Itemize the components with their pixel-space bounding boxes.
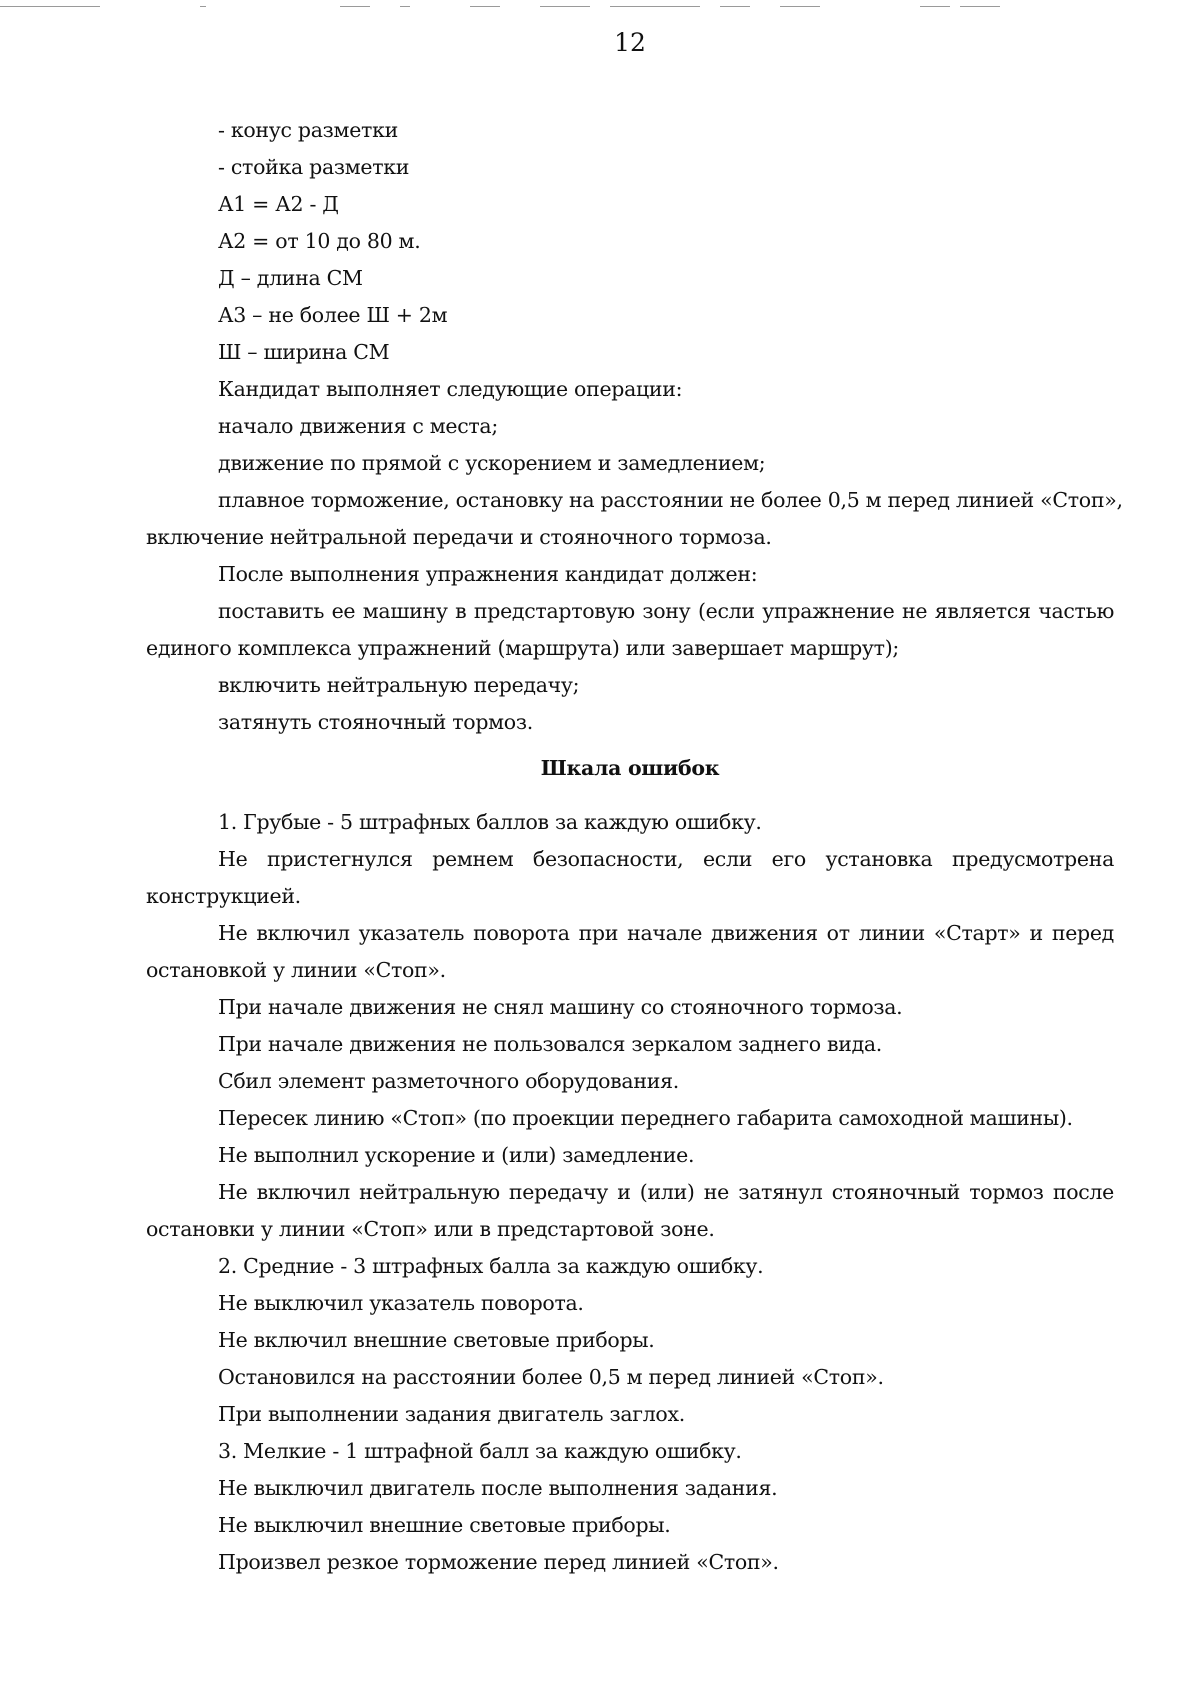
marking-cone-line: - конус разметки [218, 118, 398, 142]
minor-errors-title: 3. Мелкие - 1 штрафной балл за каждую ошибку. [218, 1439, 742, 1463]
medium-errors-title: 2. Средние - 3 штрафных балла за каждую ошибку. [218, 1254, 764, 1278]
gross-error-neutral-cont: остановки у линии «Стоп» или в предстартовой зоне. [146, 1217, 715, 1241]
park-instruction-cont: единого комплекса упражнений (маршрута) или завершает маршрут); [146, 636, 900, 660]
minor-error-item: Не выключил внешние световые приборы. [218, 1513, 671, 1537]
definition-length: Д – длина СМ [218, 266, 363, 290]
gross-error-signal-cont: остановкой у линии «Стоп». [146, 958, 446, 982]
operation-straight: движение по прямой с ускорением и замедлением; [218, 451, 766, 475]
formula-a3: А3 – не более Ш + 2м [218, 303, 448, 327]
gross-error-item: Пересек линию «Стоп» (по проекции переднего габарита самоходной машины). [218, 1106, 1073, 1130]
gross-error-item: При начале движения не снял машину со стояночного тормоза. [218, 995, 903, 1019]
gross-error-belt: Не пристегнулся ремнем безопасности, если его установка предусмотрена [218, 847, 1114, 871]
gross-error-item: Сбил элемент разметочного оборудования. [218, 1069, 679, 1093]
gross-error-item: Не выполнил ускорение и (или) замедление. [218, 1143, 695, 1167]
minor-error-item: Не выключил двигатель после выполнения задания. [218, 1476, 778, 1500]
minor-error-item: Произвел резкое торможение перед линией «Стоп». [218, 1550, 779, 1574]
brake-instruction: затянуть стояночный тормоз. [218, 710, 533, 734]
gross-error-neutral: Не включил нейтральную передачу и (или) не затянул стояночный тормоз после [218, 1180, 1114, 1204]
document-body [146, 112, 1123, 1581]
formula-a1: А1 = А2 - Д [218, 192, 339, 216]
page-number: 12 [614, 28, 646, 57]
formula-a2: А2 = от 10 до 80 м. [218, 229, 421, 253]
gross-error-item: При начале движения не пользовался зеркалом заднего вида. [218, 1032, 883, 1056]
medium-error-item: Не включил внешние световые приборы. [218, 1328, 655, 1352]
section-heading: Шкала ошибок [540, 756, 720, 780]
scan-edge-marks [0, 0, 1200, 14]
operations-intro: Кандидат выполняет следующие операции: [218, 377, 683, 401]
after-exercise-intro: После выполнения упражнения кандидат должен: [218, 562, 758, 586]
operation-start: начало движения с места; [218, 414, 498, 438]
operation-braking-cont: включение нейтральной передачи и стояночного тормоза. [146, 525, 772, 549]
gross-error-belt-cont: конструкцией. [146, 884, 301, 908]
operation-braking: плавное торможение, остановку на расстоянии не более 0,5 м перед линией «Стоп», [218, 488, 1123, 512]
gross-errors-title: 1. Грубые - 5 штрафных баллов за каждую ошибку. [218, 810, 762, 834]
park-instruction: поставить ее машину в предстартовую зону (если упражнение не является частью [218, 599, 1114, 623]
medium-error-item: Не выключил указатель поворота. [218, 1291, 584, 1315]
medium-error-item: При выполнении задания двигатель заглох. [218, 1402, 685, 1426]
medium-error-item: Остановился на расстоянии более 0,5 м перед линией «Стоп». [218, 1365, 884, 1389]
definition-width: Ш – ширина СМ [218, 340, 390, 364]
neutral-instruction: включить нейтральную передачу; [218, 673, 580, 697]
gross-error-signal: Не включил указатель поворота при начале движения от линии «Старт» и перед [218, 921, 1114, 945]
marking-post-line: - стойка разметки [218, 155, 410, 179]
